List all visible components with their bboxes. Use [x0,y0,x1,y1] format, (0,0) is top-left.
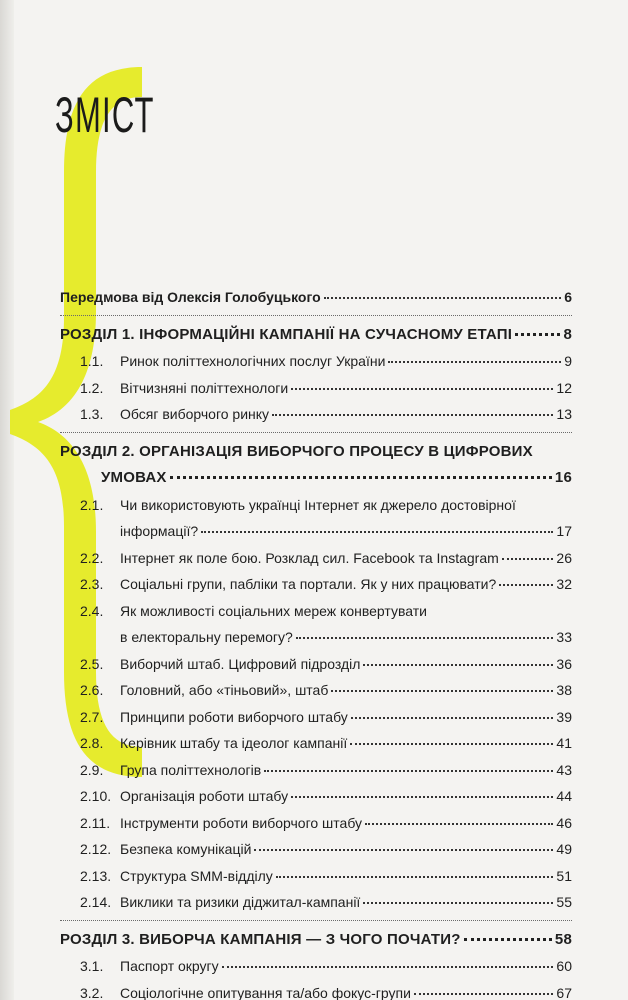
leader-dots [464,938,552,941]
toc-item-page: 43 [556,761,572,778]
toc-item-1-1[interactable] [60,348,572,375]
toc-item-label: Група політтехнологів [120,761,262,778]
toc-item-2-12[interactable] [60,836,572,863]
toc-item-label: Керівник штабу та ідеолог кампанії [120,735,348,751]
toc-item-number: 3.2. [80,984,104,1000]
toc-item-label: Обсяг виборчого ринку [120,406,270,422]
toc-chapter-label-cont: УМОВАХ [101,469,167,486]
leader-dots [351,717,554,719]
toc-item-label: Паспорт округу [120,958,219,974]
toc-item-label: Організація роботи штабу [120,788,289,804]
toc-item-3-2[interactable] [60,980,572,1000]
leader-dots [324,297,562,299]
toc-item-number: 2.4. [80,602,104,619]
toc-chapter-label: РОЗДІЛ 2. ОРГАНІЗАЦІЯ ВИБОРЧОГО ПРОЦЕСУ В ЦИФРОВИХ [60,442,533,460]
toc-item-2-2[interactable] [60,545,572,572]
toc-item-number: 2.12. [80,841,112,857]
toc-item-page: 67 [556,984,572,1000]
toc-item-label: Виборчий штаб. Цифровий підрозділ [120,655,361,672]
toc-item-number: 2.13. [80,867,112,884]
toc-item-label: Безпека комунікацій [120,841,252,857]
toc-item-2-13[interactable] [60,863,572,890]
toc-item-number: 2.14. [80,894,112,910]
toc-item-page: 38 [556,682,572,698]
leader-dots [291,796,553,798]
toc-item-2-7[interactable] [60,704,572,731]
toc-chapter-label: РОЗДІЛ 1. ІНФОРМАЦІЙНІ КАМПАНІЇ НА СУЧАСНОМУ ЕТАПІ [60,325,513,343]
toc-item-number: 1.1. [80,353,104,369]
toc-item-label: Інструменти роботи виборчого штабу [120,814,363,831]
toc-item-label: Чи використовують українці Інтернет як джерело достовірної [120,496,516,513]
toc-preface[interactable] [60,284,572,311]
leader-dots [388,361,561,363]
toc-item-page: 32 [556,576,572,592]
toc-chapter-2[interactable] [60,439,572,466]
toc-item-label: Ринок політтехнологічних послуг України [120,353,386,369]
toc-item-page: 26 [556,549,572,566]
toc-item-label: Соціологічне опитування та/або фокус-групи [120,984,411,1000]
toc-item-page: 41 [556,735,572,751]
toc-item-2-9[interactable] [60,757,572,784]
toc-item-page: 49 [556,841,572,857]
toc-item-2-4[interactable] [60,598,572,625]
toc-item-2-14[interactable] [60,889,572,916]
toc-item-number: 2.11. [80,814,111,831]
leader-dots [350,743,553,745]
toc-item-number: 2.2. [80,549,104,566]
toc-item-page: 51 [556,867,572,884]
toc-item-number: 2.10. [80,788,112,804]
toc-item-label: Принципи роботи виборчого штабу [120,708,348,725]
toc-chapter-label: РОЗДІЛ 3. ВИБОРЧА КАМПАНІЯ — З ЧОГО ПОЧАТИ? [60,930,461,948]
leader-dots [365,823,553,825]
toc-item-2-1[interactable] [60,492,572,519]
toc-item-page: 9 [564,353,572,369]
divider [60,432,572,433]
leader-dots [254,849,553,851]
toc-item-2-6[interactable] [60,677,572,704]
leader-dots [276,876,554,878]
toc-item-page: 39 [556,708,572,725]
toc-item-1-3[interactable] [60,401,572,428]
toc-item-number: 2.7. [80,708,104,725]
divider [60,920,572,921]
toc-item-label: Інтернет як поле бою. Розклад сил. Facebook та Instagram [120,549,499,566]
toc-chapter-page: 16 [554,469,572,486]
leader-dots [515,333,560,336]
toc-item-1-2[interactable] [60,375,572,402]
leader-dots [502,558,554,560]
toc-item-label-cont: в електоральну перемогу? [120,629,293,645]
toc-item-number: 2.8. [80,735,104,751]
leader-dots [363,664,553,666]
leader-dots [499,584,553,586]
leader-dots [291,388,553,390]
toc-item-label-cont: інформації? [120,523,199,539]
toc-chapter-page: 8 [563,325,572,343]
leader-dots [170,476,552,479]
toc-item-page: 33 [556,629,572,645]
toc-item-2-11[interactable] [60,810,572,837]
table-of-contents [60,284,572,1000]
leader-dots [222,966,554,968]
toc-item-2-8[interactable] [60,730,572,757]
toc-item-number: 2.6. [80,682,104,698]
toc-item-page: 13 [556,406,572,422]
toc-item-number: 1.3. [80,406,104,422]
leader-dots [363,902,553,904]
leader-dots [272,414,553,416]
leader-dots [296,637,554,639]
toc-item-number: 2.1. [80,496,104,513]
toc-item-label: Структура SMM-відділу [120,867,273,884]
toc-item-page: 17 [556,523,572,539]
toc-chapter-1[interactable] [60,322,572,349]
toc-item-label: Виклики та ризики діджитал-кампанії [120,894,361,910]
toc-chapter-page: 58 [554,930,572,948]
toc-item-2-5[interactable] [60,651,572,678]
toc-item-number: 3.1. [80,958,104,974]
toc-item-page: 12 [556,379,572,396]
leader-dots [264,770,553,772]
toc-item-2-4-cont[interactable] [60,624,572,651]
toc-item-2-1-cont[interactable] [60,518,572,545]
toc-preface-label: Передмова від Олексія Голобуцького [60,289,321,305]
toc-item-page: 60 [556,958,572,974]
leader-dots [414,993,553,995]
toc-preface-page: 6 [564,289,572,305]
toc-item-3-1[interactable] [60,953,572,980]
leader-dots [201,531,553,533]
toc-item-page: 36 [556,655,572,672]
divider [60,315,572,316]
toc-item-label: Вітчизняні політтехнологи [120,379,289,396]
toc-chapter-3[interactable] [60,927,572,954]
toc-item-2-10[interactable] [60,783,572,810]
toc-chapter-2-cont[interactable] [60,465,572,492]
toc-item-number: 2.9. [80,761,104,778]
toc-item-number: 1.2. [80,379,104,396]
leader-dots [331,690,553,692]
toc-item-number: 2.3. [80,576,104,592]
toc-item-number: 2.5. [80,655,104,672]
toc-item-page: 55 [556,894,572,910]
toc-item-label: Соціальні групи, пабліки та портали. Як у них працювати? [120,576,497,592]
toc-item-label: Як можливості соціальних мереж конвертувати [120,602,427,619]
toc-item-label: Головний, або «тіньовий», штаб [120,682,329,698]
page-title: ЗМІСТ [55,87,155,143]
toc-item-page: 44 [556,788,572,804]
toc-item-page: 46 [556,814,572,831]
toc-item-2-3[interactable] [60,571,572,598]
